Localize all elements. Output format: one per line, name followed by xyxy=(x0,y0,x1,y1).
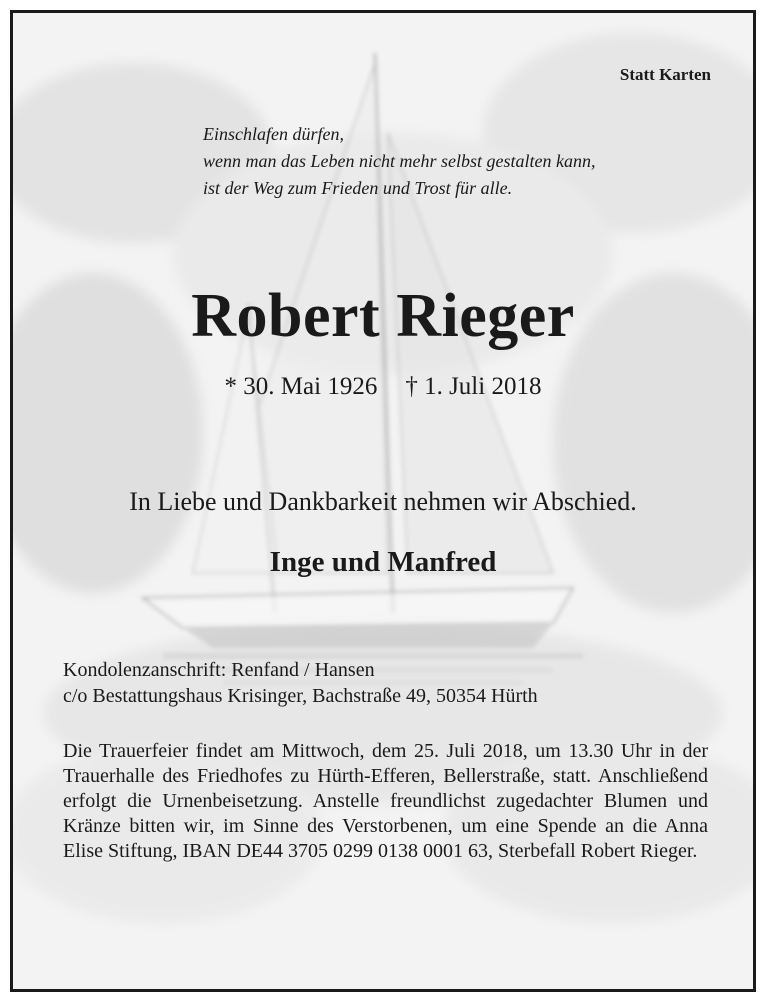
funeral-service-text: Die Trauerfeier findet am Mittwoch, dem 25. Juli 2018, um 13.30 Uhr in der Trauerhalle des Friedhofes zu Hürth-Efferen, Bellerstraße, statt. Anschließend erfolgt die Urnenbeisetzung. Anstelle freundlichst zugedachter Blumen und Kränze bitten wir, im Sinne des Verstorbenen, um eine Spende an die Anna Elise Stiftung, IBAN DE44 3705 0299 0138 0001 63, Sterbefall Robert Rieger. xyxy=(63,740,708,862)
life-dates xyxy=(13,373,753,401)
birth-date: * 30. Mai 1926 xyxy=(224,373,378,400)
motto-line: wenn man das Leben nicht mehr selbst gestalten kann, xyxy=(203,151,596,171)
motto-line: Einschlafen dürfen, xyxy=(203,124,344,144)
deceased-name: Robert Rieger xyxy=(191,282,575,350)
farewell-line: In Liebe und Dankbarkeit nehmen wir Abschied. xyxy=(129,487,637,516)
motto-line: ist der Weg zum Frieden und Trost für alle. xyxy=(203,178,513,198)
obituary-frame xyxy=(10,10,756,992)
condolence-line: Kondolenzanschrift: Renfand / Hansen xyxy=(63,659,375,681)
death-date: † 1. Juli 2018 xyxy=(405,373,542,400)
motto-quote xyxy=(203,121,595,202)
statt-karten-label: Statt Karten xyxy=(619,65,711,84)
condolence-line: c/o Bestattungshaus Krisinger, Bachstraße 49, 50354 Hürth xyxy=(63,685,538,707)
condolence-address xyxy=(63,657,538,709)
mourners-names: Inge und Manfred xyxy=(269,546,497,578)
